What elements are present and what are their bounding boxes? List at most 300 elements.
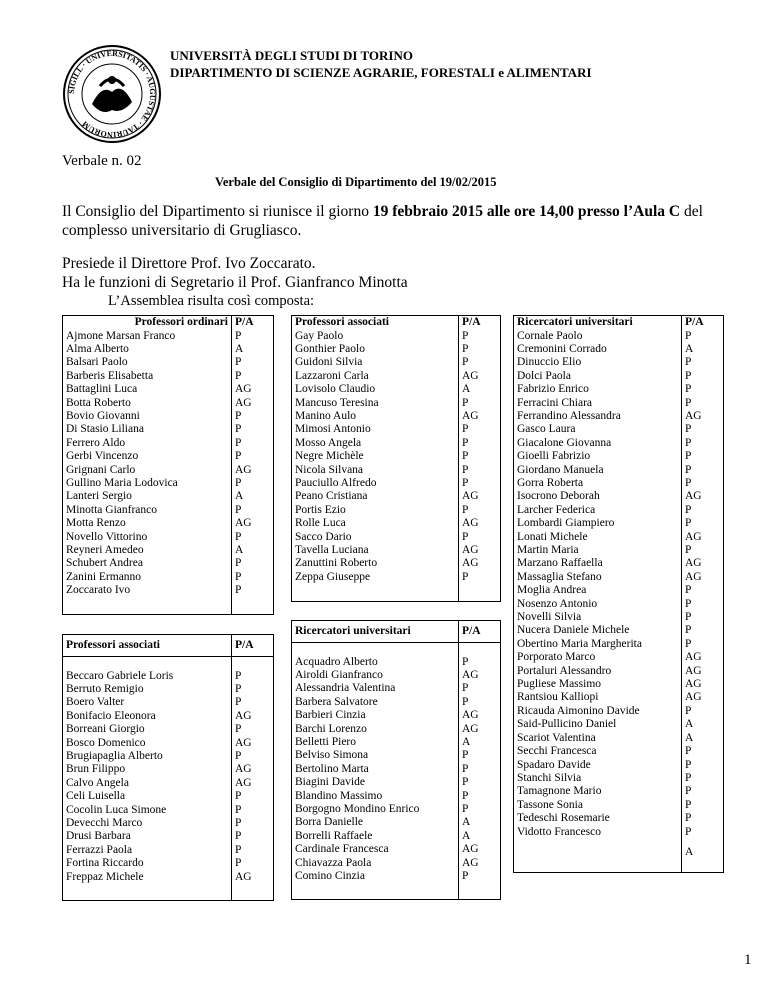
member-name: Portis Ezio <box>292 504 459 517</box>
member-name: Mosso Angela <box>292 437 459 450</box>
table-header: Professori associati <box>292 316 459 330</box>
table-row <box>292 383 501 396</box>
member-status: P <box>232 830 274 843</box>
seal-text: SIGILL · UNIVERSITATIS · AUGUSTAE · TAURINORUM <box>66 48 158 140</box>
member-name: Gioelli Fabrizio <box>514 450 682 463</box>
table-row <box>63 830 274 843</box>
member-status: P <box>232 330 274 343</box>
member-name: Spadaro Davide <box>514 759 682 772</box>
intro-text-1: Il Consiglio del Dipartimento si riunisce il giorno <box>62 203 373 220</box>
member-status: AG <box>459 857 501 870</box>
table-row <box>514 745 724 758</box>
member-status: P <box>232 670 274 683</box>
member-status: P <box>459 437 501 450</box>
member-name: Bovio Giovanni <box>63 410 232 423</box>
member-status: P <box>682 356 724 369</box>
member-status: P <box>459 656 501 669</box>
member-name: Belviso Simona <box>292 749 459 762</box>
member-status: P <box>232 584 274 597</box>
member-name: Said-Pullicino Daniel <box>514 718 682 731</box>
member-name: Barberis Elisabetta <box>63 370 232 383</box>
member-name: Acquadro Alberto <box>292 656 459 669</box>
pa-header: P/A <box>682 316 724 330</box>
member-status: P <box>232 477 274 490</box>
member-name: Biagini Davide <box>292 776 459 789</box>
member-status: P <box>232 557 274 570</box>
table-row <box>514 517 724 530</box>
member-name: Portaluri Alessandro <box>514 665 682 678</box>
table-row <box>514 531 724 544</box>
table-row <box>63 584 274 597</box>
table-row <box>63 557 274 570</box>
member-name: Airoldi Gianfranco <box>292 669 459 682</box>
table-row <box>292 531 501 544</box>
table-row <box>63 857 274 870</box>
member-name: Cornale Paolo <box>514 330 682 343</box>
member-name: Scariot Valentina <box>514 732 682 745</box>
table-row <box>514 691 724 704</box>
member-name: Borrelli Raffaele <box>292 830 459 843</box>
member-name: Devecchi Marco <box>63 817 232 830</box>
member-status: AG <box>682 651 724 664</box>
member-status: P <box>682 624 724 637</box>
table-row <box>63 517 274 530</box>
member-name: Comino Cinzia <box>292 870 459 883</box>
table-row <box>514 678 724 691</box>
member-status: P <box>682 598 724 611</box>
pa-header: P/A <box>232 635 274 657</box>
member-name: Bonifacio Eleonora <box>63 710 232 723</box>
presiede-line: Presiede il Direttore Prof. Ivo Zoccarato. <box>62 255 316 272</box>
member-name: Gerbi Vincenzo <box>63 450 232 463</box>
member-name: Minotta Gianfranco <box>63 504 232 517</box>
table-row <box>63 804 274 817</box>
table-row <box>292 749 501 762</box>
member-name: Ajmone Marsan Franco <box>63 330 232 343</box>
table-row <box>292 857 501 870</box>
member-name: Cocolin Luca Simone <box>63 804 232 817</box>
member-name: Celi Luisella <box>63 790 232 803</box>
verbale-number: Verbale n. 02 <box>62 153 142 169</box>
member-status: AG <box>682 410 724 423</box>
member-status: AG <box>232 737 274 750</box>
member-status: P <box>682 785 724 798</box>
member-status: A <box>682 732 724 745</box>
member-status: P <box>459 870 501 883</box>
table-row <box>292 437 501 450</box>
member-name: Lovisolo Claudio <box>292 383 459 396</box>
table-row <box>63 356 274 369</box>
member-name: Negre Michèle <box>292 450 459 463</box>
member-status: P <box>459 696 501 709</box>
member-status: A <box>459 736 501 749</box>
member-name: Schubert Andrea <box>63 557 232 570</box>
member-name: Beccaro Gabriele Loris <box>63 670 232 683</box>
member-status: P <box>682 772 724 785</box>
member-name: Nosenzo Antonio <box>514 598 682 611</box>
member-status: A <box>459 383 501 396</box>
intro-text-2: del complesso universitario di Grugliasco. <box>62 203 703 239</box>
pa-header: P/A <box>232 316 274 330</box>
member-status: AG <box>682 571 724 584</box>
table-row <box>514 732 724 745</box>
member-name: Cardinale Francesca <box>292 843 459 856</box>
member-name: Lanteri Sergio <box>63 490 232 503</box>
member-name: Balsari Paolo <box>63 356 232 369</box>
department-name: DIPARTIMENTO DI SCIENZE AGRARIE, FORESTALI e ALIMENTARI <box>170 65 592 80</box>
member-name: Blandino Massimo <box>292 790 459 803</box>
member-status: P <box>682 464 724 477</box>
table-row <box>514 651 724 664</box>
member-name: Alessandria Valentina <box>292 682 459 695</box>
member-name: Porporato Marco <box>514 651 682 664</box>
member-name: Borreani Giorgio <box>63 723 232 736</box>
table-row <box>514 490 724 503</box>
verbale-title: Verbale del Consiglio di Dipartimento del 19/02/2015 <box>215 175 497 189</box>
member-name: Belletti Piero <box>292 736 459 749</box>
member-status: AG <box>459 669 501 682</box>
member-status: P <box>232 790 274 803</box>
member-status: AG <box>232 517 274 530</box>
member-status: P <box>682 584 724 597</box>
pa-header: P/A <box>459 621 501 643</box>
member-status: A <box>459 830 501 843</box>
table-row <box>63 450 274 463</box>
member-status: P <box>682 504 724 517</box>
table-row <box>63 504 274 517</box>
member-status: AG <box>459 557 501 570</box>
member-name: Grignani Carlo <box>63 464 232 477</box>
table-row <box>292 656 501 669</box>
member-status: P <box>682 397 724 410</box>
table-row <box>514 598 724 611</box>
member-status: P <box>459 531 501 544</box>
member-status: AG <box>459 843 501 856</box>
table-row <box>63 397 274 410</box>
table-header: Ricercatori universitari <box>514 316 682 330</box>
table-row <box>63 871 274 884</box>
assemblea-line: L’Assemblea risulta così composta: <box>108 293 315 309</box>
member-name: Nicola Silvana <box>292 464 459 477</box>
table-professori-associati-2 <box>291 315 501 602</box>
member-name: Botta Roberto <box>63 397 232 410</box>
table-ricercatori-1 <box>291 620 501 900</box>
table-row <box>292 776 501 789</box>
table-row <box>292 736 501 749</box>
member-name: Reyneri Amedeo <box>63 544 232 557</box>
table-row <box>514 330 724 343</box>
member-name: Ferracini Chiara <box>514 397 682 410</box>
table-header: Professori ordinari <box>63 316 232 330</box>
member-name: Dinuccio Elio <box>514 356 682 369</box>
table-row <box>292 464 501 477</box>
table-row <box>514 383 724 396</box>
member-status: P <box>232 723 274 736</box>
member-status: A <box>232 343 274 356</box>
member-name: Zanuttini Roberto <box>292 557 459 570</box>
member-status: A <box>232 544 274 557</box>
member-status: AG <box>459 544 501 557</box>
member-name: Guidoni Silvia <box>292 356 459 369</box>
member-name: Tedeschi Rosemarie <box>514 812 682 825</box>
page-number: 1 <box>744 952 752 968</box>
member-status: P <box>682 330 724 343</box>
table-row <box>63 670 274 683</box>
member-status: AG <box>682 665 724 678</box>
table-row <box>292 557 501 570</box>
table-row <box>514 356 724 369</box>
pa-header: P/A <box>459 316 501 330</box>
table-row <box>514 799 724 812</box>
segretario-line: Ha le funzioni di Segretario il Prof. Gianfranco Minotta <box>62 274 408 291</box>
table-row <box>514 410 724 423</box>
member-name: Mimosi Antonio <box>292 423 459 436</box>
member-status: AG <box>682 490 724 503</box>
member-status: P <box>459 423 501 436</box>
member-name: Ricauda Aimonino Davide <box>514 705 682 718</box>
member-status: P <box>459 356 501 369</box>
member-name: Zoccarato Ivo <box>63 584 232 597</box>
table-row <box>292 544 501 557</box>
member-name: Mancuso Teresina <box>292 397 459 410</box>
member-name: Giordano Manuela <box>514 464 682 477</box>
table-row <box>292 830 501 843</box>
member-status: P <box>459 397 501 410</box>
member-status: A <box>459 816 501 829</box>
table-row <box>514 624 724 637</box>
member-status: P <box>232 857 274 870</box>
member-name: Marzano Raffaella <box>514 557 682 570</box>
table-row <box>514 611 724 624</box>
table-row <box>514 397 724 410</box>
member-name: Bertolino Marta <box>292 763 459 776</box>
table-row <box>63 763 274 776</box>
table-row <box>292 790 501 803</box>
member-status: AG <box>232 464 274 477</box>
member-status: AG <box>232 397 274 410</box>
member-name: Ferrandino Alessandra <box>514 410 682 423</box>
table-row <box>63 370 274 383</box>
table-row <box>514 785 724 798</box>
member-status: P <box>682 638 724 651</box>
member-name: Brugiapaglia Alberto <box>63 750 232 763</box>
member-name: Sacco Dario <box>292 531 459 544</box>
member-status: P <box>459 790 501 803</box>
member-status: P <box>232 437 274 450</box>
member-status: AG <box>459 370 501 383</box>
table-row <box>514 544 724 557</box>
member-status: P <box>682 745 724 758</box>
table-row <box>292 571 501 584</box>
member-status: AG <box>232 383 274 396</box>
table-row <box>292 669 501 682</box>
table-row <box>292 504 501 517</box>
table-row <box>514 504 724 517</box>
member-name: Novelli Silvia <box>514 611 682 624</box>
member-name: Secchi Francesca <box>514 745 682 758</box>
member-status: AG <box>459 709 501 722</box>
table-row <box>63 490 274 503</box>
member-status: AG <box>232 763 274 776</box>
member-name: Drusi Barbara <box>63 830 232 843</box>
member-name: Stanchi Silvia <box>514 772 682 785</box>
member-name: Novello Vittorino <box>63 531 232 544</box>
table-row <box>63 737 274 750</box>
member-status: P <box>459 477 501 490</box>
member-status: P <box>459 464 501 477</box>
table-row <box>63 723 274 736</box>
member-status: P <box>459 682 501 695</box>
member-status: P <box>459 763 501 776</box>
member-status: P <box>459 450 501 463</box>
member-status: P <box>682 517 724 530</box>
table-row <box>292 397 501 410</box>
member-name: Dolci Paola <box>514 370 682 383</box>
table-row <box>63 477 274 490</box>
member-status: P <box>232 370 274 383</box>
table-row <box>63 383 274 396</box>
member-status: A <box>682 343 724 356</box>
table-row <box>63 790 274 803</box>
member-name: Berruto Remigio <box>63 683 232 696</box>
table-row <box>63 437 274 450</box>
table-row <box>514 638 724 651</box>
member-status: P <box>459 330 501 343</box>
member-name: Boero Valter <box>63 696 232 709</box>
member-name: Tavella Luciana <box>292 544 459 557</box>
member-name: Borra Danielle <box>292 816 459 829</box>
member-status: P <box>682 544 724 557</box>
table-row <box>514 812 724 825</box>
member-status: P <box>459 571 501 584</box>
member-status: P <box>682 423 724 436</box>
member-name: Rantsiou Kalliopi <box>514 691 682 704</box>
member-name: Tamagnone Mario <box>514 785 682 798</box>
table-row <box>63 683 274 696</box>
member-status: AG <box>459 410 501 423</box>
table-row <box>292 816 501 829</box>
member-name: Pauciullo Alfredo <box>292 477 459 490</box>
member-name: Freppaz Michele <box>63 871 232 884</box>
member-status: P <box>232 804 274 817</box>
member-name: Gay Paolo <box>292 330 459 343</box>
table-row <box>63 750 274 763</box>
member-status: AG <box>682 557 724 570</box>
member-status: AG <box>459 723 501 736</box>
table-row <box>63 696 274 709</box>
table-professori-associati-1 <box>62 634 274 901</box>
member-name: Zeppa Giuseppe <box>292 571 459 584</box>
member-name: Fabrizio Enrico <box>514 383 682 396</box>
table-row <box>63 817 274 830</box>
member-status: P <box>232 423 274 436</box>
member-status: P <box>682 705 724 718</box>
table-row <box>292 763 501 776</box>
table-row <box>292 709 501 722</box>
table-row <box>292 517 501 530</box>
member-name: Nucera Daniele Michele <box>514 624 682 637</box>
member-name: Borgogno Mondino Enrico <box>292 803 459 816</box>
member-name: Gonthier Paolo <box>292 343 459 356</box>
table-row <box>292 870 501 883</box>
member-status: AG <box>459 490 501 503</box>
member-status: AG <box>459 517 501 530</box>
member-status: P <box>459 776 501 789</box>
table-row <box>292 803 501 816</box>
member-status: P <box>682 826 724 839</box>
member-status: P <box>682 477 724 490</box>
table-row <box>292 356 501 369</box>
member-name: Gorra Roberta <box>514 477 682 490</box>
member-status: P <box>459 343 501 356</box>
table-professori-ordinari <box>62 315 274 615</box>
member-name: Massaglia Stefano <box>514 571 682 584</box>
intro-date-place: 19 febbraio 2015 alle ore 14,00 presso l’Aula C <box>372 203 681 220</box>
member-status: P <box>232 571 274 584</box>
member-status: P <box>459 749 501 762</box>
table-row <box>514 665 724 678</box>
member-name: Alma Alberto <box>63 343 232 356</box>
member-name: Martin Maria <box>514 544 682 557</box>
member-status: P <box>682 383 724 396</box>
member-status: P <box>232 817 274 830</box>
table-row <box>292 843 501 856</box>
member-name: Bosco Domenico <box>63 737 232 750</box>
table-row <box>292 330 501 343</box>
table-row <box>292 682 501 695</box>
table-row <box>63 410 274 423</box>
member-name: Manino Aulo <box>292 410 459 423</box>
member-status: P <box>232 844 274 857</box>
member-name: Rolle Luca <box>292 517 459 530</box>
member-name: Barchi Lorenzo <box>292 723 459 736</box>
table-row <box>514 370 724 383</box>
table-row <box>292 370 501 383</box>
table-row <box>514 464 724 477</box>
table-row <box>514 718 724 731</box>
member-name: Peano Cristiana <box>292 490 459 503</box>
table-row <box>292 477 501 490</box>
member-status: A <box>682 718 724 731</box>
member-name: Lazzaroni Carla <box>292 370 459 383</box>
table-row <box>514 557 724 570</box>
member-name: Brun Filippo <box>63 763 232 776</box>
member-status: P <box>232 696 274 709</box>
member-status: P <box>232 356 274 369</box>
table-header: Professori associati <box>63 635 232 657</box>
member-status: P <box>232 410 274 423</box>
intro-paragraph <box>62 202 712 240</box>
member-name: Motta Renzo <box>63 517 232 530</box>
member-name: Ferrero Aldo <box>63 437 232 450</box>
member-name: Chiavazza Paola <box>292 857 459 870</box>
table-row <box>63 531 274 544</box>
member-name: Calvo Angela <box>63 777 232 790</box>
member-status: P <box>682 759 724 772</box>
table-row <box>514 705 724 718</box>
member-status: P <box>682 799 724 812</box>
member-name: Pugliese Massimo <box>514 678 682 691</box>
member-name: Gullino Maria Lodovica <box>63 477 232 490</box>
member-name: Zanini Ermanno <box>63 571 232 584</box>
table-row <box>63 423 274 436</box>
member-name: Tassone Sonia <box>514 799 682 812</box>
member-status: AG <box>682 531 724 544</box>
table-row <box>514 450 724 463</box>
table-row <box>292 410 501 423</box>
member-status: AG <box>682 691 724 704</box>
table-row <box>292 723 501 736</box>
